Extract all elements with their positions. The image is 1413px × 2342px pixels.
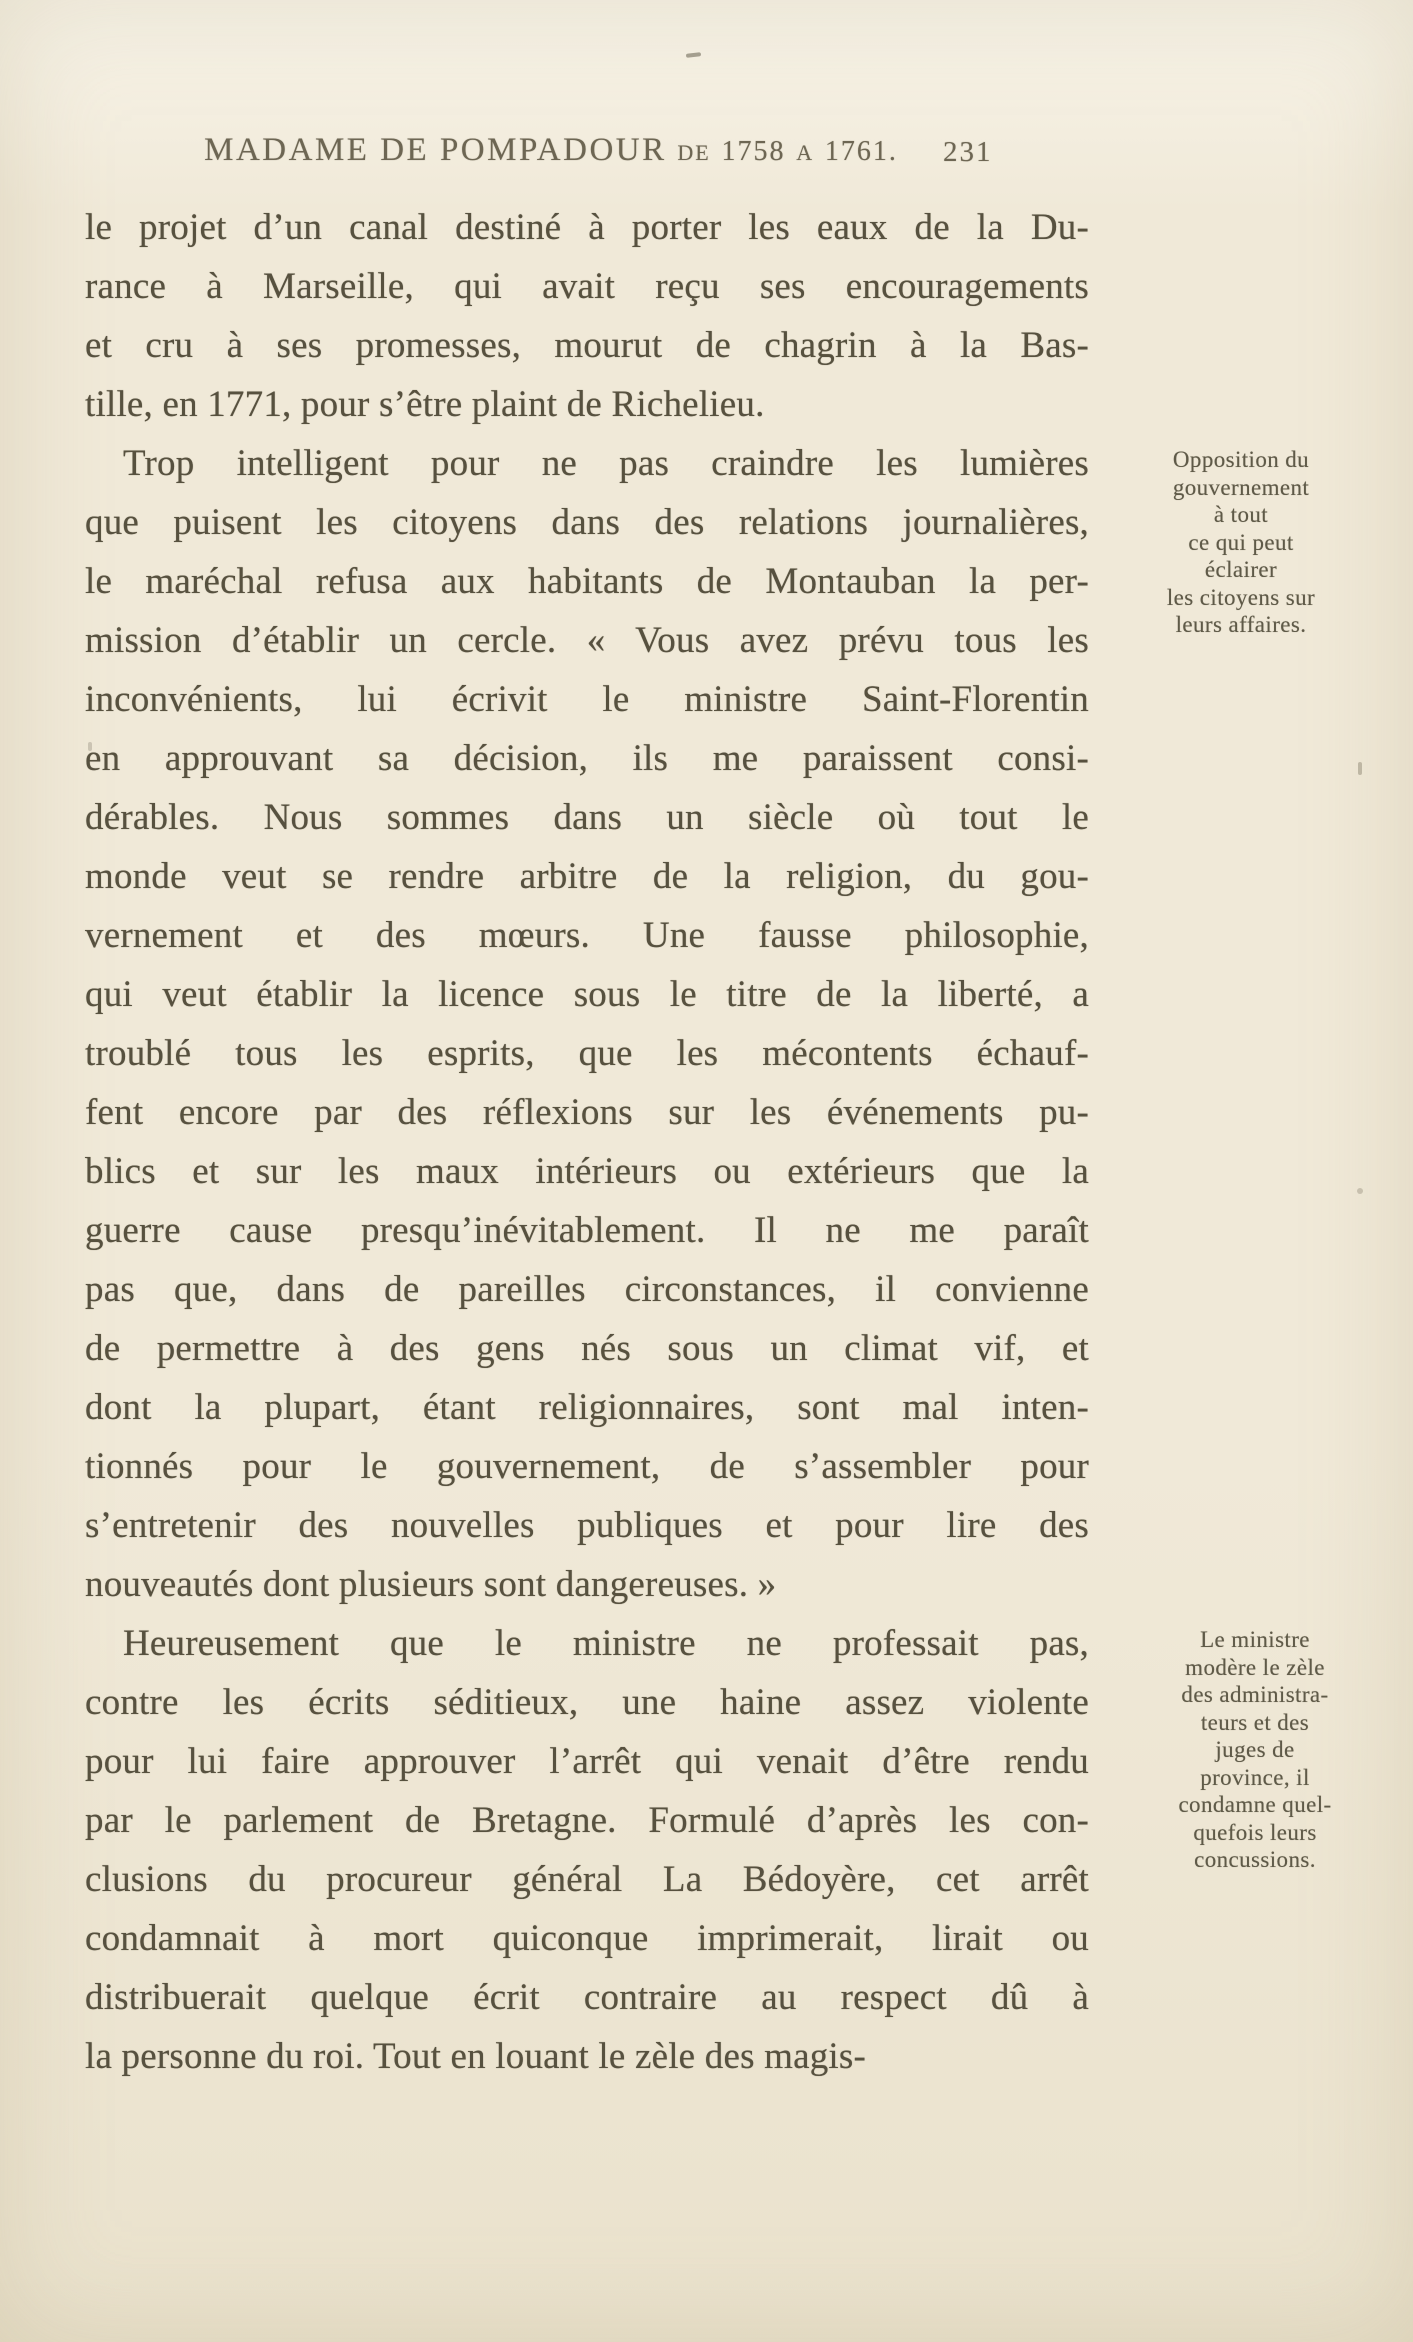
note-line: leurs affaires.	[1175, 612, 1307, 637]
note-line: gouvernement	[1172, 474, 1310, 500]
text-line: monde veut se rendre arbitre de la religion, du gou-	[85, 856, 1089, 897]
text-line: que puisent les citoyens dans des relations journalières,	[85, 502, 1089, 543]
scan-speck	[1358, 762, 1362, 775]
note-line: ce qui peut	[1188, 529, 1294, 555]
text-line: distribuerait quelque écrit contraire au respect dû à	[85, 1977, 1089, 2018]
chapter-title-connector: DE	[677, 140, 711, 165]
chapter-title	[204, 132, 898, 169]
text-line: inconvénients, lui écrivit le ministre Saint-Florentin	[85, 679, 1089, 720]
scan-speck	[686, 52, 701, 58]
scan-speck	[1357, 1188, 1363, 1194]
text-line: fent encore par des réflexions sur les événements pu-	[85, 1092, 1089, 1133]
note-line: condamne quel-	[1178, 1792, 1332, 1817]
note-line: province, il	[1200, 1764, 1310, 1790]
text-line: rance à Marseille, qui avait reçu ses encouragements	[85, 266, 1089, 307]
text-line: pour lui faire approuver l’arrêt qui venait d’être rendu	[85, 1741, 1089, 1782]
text-line: Heureusement que le ministre ne professait pas,	[123, 1623, 1089, 1664]
note-line: modère le zèle	[1185, 1654, 1325, 1680]
text-line: le maréchal refusa aux habitants de Montauban la per-	[85, 561, 1089, 602]
text-line: vernement et des mœurs. Une fausse philosophie,	[85, 915, 1089, 956]
text-line: en approuvant sa décision, ils me paraissent consi-	[85, 738, 1089, 779]
text-line: le projet d’un canal destiné à porter les eaux de la Du-	[85, 207, 1089, 248]
note-line: juges de	[1215, 1737, 1295, 1762]
chapter-title-year-start: 1758	[721, 136, 786, 167]
text-line: tionnés pour le gouvernement, de s’assembler pour	[85, 1446, 1089, 1487]
text-line: contre les écrits séditieux, une haine assez violente	[85, 1682, 1089, 1723]
text-line: guerre cause presqu’inévitablement. Il ne me paraît	[85, 1210, 1089, 1251]
text-line: de permettre à des gens nés sous un climat vif, et	[85, 1328, 1089, 1369]
running-head	[85, 132, 1089, 178]
margin-note-2	[1112, 1626, 1398, 1874]
text-line: blics et sur les maux intérieurs ou extérieurs que la	[85, 1151, 1089, 1192]
note-line: teurs et des	[1200, 1709, 1310, 1735]
text-line: la personne du roi. Tout en louant le zèle des magis-	[85, 2036, 867, 2077]
text-line: tille, en 1771, pour s’être plaint de Richelieu.	[85, 384, 765, 425]
text-line: Trop intelligent pour ne pas craindre les lumières	[123, 443, 1089, 484]
text-line: troublé tous les esprits, que les mécontents échauf-	[85, 1033, 1089, 1074]
text-line: pas que, dans de pareilles circonstances, il convienne	[85, 1269, 1089, 1310]
text-line: clusions du procureur général La Bédoyère, cet arrêt	[85, 1859, 1089, 1900]
chapter-title-connector: A	[796, 140, 815, 165]
text-line: dont la plupart, étant religionnaires, sont mal inten-	[85, 1387, 1089, 1428]
text-line: condamnait à mort quiconque imprimerait, lirait ou	[85, 1918, 1089, 1959]
note-line: les citoyens sur	[1166, 584, 1316, 610]
text-line: mission d’établir un cercle. « Vous avez prévu tous les	[85, 620, 1089, 661]
note-line: quefois leurs	[1193, 1819, 1317, 1845]
text-line: et cru à ses promesses, mourut de chagrin à la Bas-	[85, 325, 1089, 366]
note-line: à tout	[1213, 502, 1269, 527]
note-line: Opposition du	[1172, 447, 1310, 472]
chapter-title-main: MADAME DE POMPADOUR	[204, 132, 667, 168]
text-line: qui veut établir la licence sous le titre de la liberté, a	[85, 974, 1089, 1015]
note-line: éclairer	[1204, 557, 1278, 582]
text-line: s’entretenir des nouvelles publiques et pour lire des	[85, 1505, 1089, 1546]
note-line: Le ministre	[1200, 1627, 1310, 1652]
text-line: nouveautés dont plusieurs sont dangereuses. »	[85, 1564, 777, 1605]
body-text	[85, 198, 1089, 2086]
note-line: concussions.	[1194, 1847, 1316, 1872]
text-line: par le parlement de Bretagne. Formulé d’après les con-	[85, 1800, 1089, 1841]
text-line: dérables. Nous sommes dans un siècle où tout le	[85, 797, 1089, 838]
chapter-title-year-end: 1761.	[824, 136, 898, 167]
margin-note-1	[1098, 446, 1384, 639]
note-line: des administra-	[1181, 1682, 1329, 1707]
page-number: 231	[943, 136, 993, 168]
